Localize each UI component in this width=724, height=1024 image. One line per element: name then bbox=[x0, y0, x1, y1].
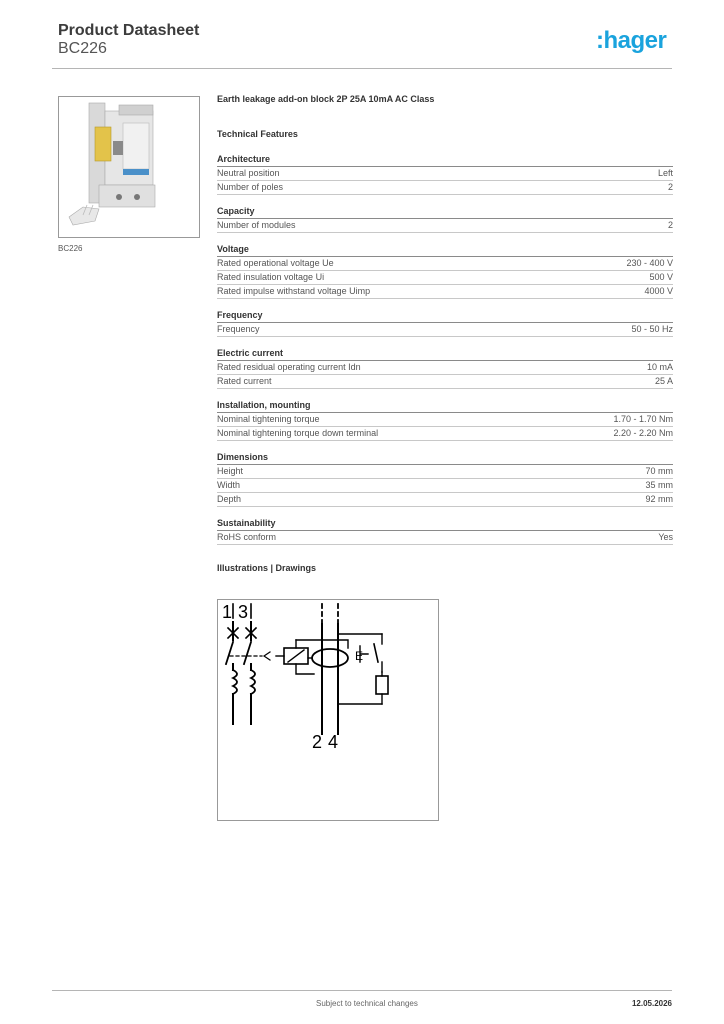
spec-label: Nominal tightening torque down terminal bbox=[217, 428, 379, 438]
section-heading: Installation, mounting bbox=[217, 400, 673, 413]
spec-label: Frequency bbox=[217, 324, 260, 334]
spec-row bbox=[217, 493, 673, 507]
terminal-label-1: 1 bbox=[222, 602, 233, 622]
spec-row bbox=[217, 361, 673, 375]
spec-value: 500 V bbox=[649, 272, 673, 282]
spec-value: 25 A bbox=[654, 376, 673, 386]
product-illustration bbox=[59, 97, 199, 237]
spec-label: Nominal tightening torque bbox=[217, 414, 320, 424]
section-voltage bbox=[217, 244, 673, 299]
spec-row bbox=[217, 479, 673, 493]
footer-divider bbox=[52, 990, 672, 991]
product-photo bbox=[58, 96, 200, 238]
hager-logo bbox=[596, 24, 676, 58]
spec-row bbox=[217, 375, 673, 389]
spec-value: 50 - 50 Hz bbox=[631, 324, 673, 334]
section-heading: Architecture bbox=[217, 154, 673, 167]
spec-label: Number of poles bbox=[217, 182, 284, 192]
spec-value: Yes bbox=[658, 532, 673, 542]
spec-label: Rated operational voltage Ue bbox=[217, 258, 334, 268]
spec-label: Width bbox=[217, 480, 241, 490]
section-heading: Frequency bbox=[217, 310, 673, 323]
wiring-diagram-svg bbox=[218, 600, 438, 820]
section-heading: Voltage bbox=[217, 244, 673, 257]
spec-row bbox=[217, 181, 673, 195]
spec-value: 2 bbox=[667, 182, 673, 192]
section-sustainability bbox=[217, 518, 673, 545]
spec-row bbox=[217, 167, 673, 181]
section-heading: Electric current bbox=[217, 348, 673, 361]
spec-value: 1.70 - 1.70 Nm bbox=[613, 414, 673, 424]
logo-text: :hager bbox=[596, 27, 667, 54]
footer-note: Subject to technical changes bbox=[316, 999, 418, 1008]
technical-features-heading: Technical Features bbox=[217, 129, 298, 139]
section-dimensions bbox=[217, 452, 673, 507]
spec-row bbox=[217, 285, 673, 299]
spec-label: Depth bbox=[217, 494, 242, 504]
spec-label: Number of modules bbox=[217, 220, 296, 230]
spec-label: Rated impulse withstand voltage Uimp bbox=[217, 286, 371, 296]
spec-label: Rated residual operating current Idn bbox=[217, 362, 361, 372]
section-electric-current bbox=[217, 348, 673, 389]
spec-value: 92 mm bbox=[645, 494, 673, 504]
spec-value: 70 mm bbox=[645, 466, 673, 476]
terminal-label-4: 4 bbox=[328, 732, 339, 752]
spec-label: Height bbox=[217, 466, 244, 476]
spec-row bbox=[217, 531, 673, 545]
section-heading: Capacity bbox=[217, 206, 673, 219]
illustrations-heading: Illustrations | Drawings bbox=[217, 563, 317, 573]
spec-value: 10 mA bbox=[646, 362, 673, 372]
spec-row bbox=[217, 465, 673, 479]
photo-caption: BC226 bbox=[58, 244, 83, 253]
section-installation-mounting bbox=[217, 400, 673, 441]
spec-row bbox=[217, 219, 673, 233]
spec-label: RoHS conform bbox=[217, 532, 277, 542]
section-architecture bbox=[217, 154, 673, 195]
spec-row bbox=[217, 413, 673, 427]
product-title: Earth leakage add-on block 2P 25A 10mA AC Class bbox=[217, 94, 435, 104]
footer-date: 12.05.2026 bbox=[631, 999, 672, 1008]
spec-value: 4000 V bbox=[644, 286, 673, 296]
spec-value: Left bbox=[657, 168, 673, 178]
spec-label: Rated insulation voltage Ui bbox=[217, 272, 325, 282]
wiring-diagram bbox=[217, 599, 439, 821]
terminal-label-3: 3 bbox=[238, 602, 249, 622]
spec-row bbox=[217, 257, 673, 271]
spec-label: Neutral position bbox=[217, 168, 280, 178]
section-frequency bbox=[217, 310, 673, 337]
section-capacity bbox=[217, 206, 673, 233]
spec-value: 35 mm bbox=[645, 480, 673, 490]
spec-value: 2 bbox=[667, 220, 673, 230]
spec-value: 230 - 400 V bbox=[626, 258, 673, 268]
test-label: E bbox=[355, 649, 364, 663]
section-heading: Sustainability bbox=[217, 518, 673, 531]
page-title: Product Datasheet bbox=[58, 22, 200, 39]
section-heading: Dimensions bbox=[217, 452, 673, 465]
terminal-label-2: 2 bbox=[312, 732, 323, 752]
spec-value: 2.20 - 2.20 Nm bbox=[613, 428, 673, 438]
spec-row bbox=[217, 323, 673, 337]
spec-row bbox=[217, 427, 673, 441]
technical-content bbox=[217, 94, 673, 573]
spec-row bbox=[217, 271, 673, 285]
spec-label: Rated current bbox=[217, 376, 272, 386]
header-divider bbox=[52, 68, 672, 69]
product-code: BC226 bbox=[58, 40, 107, 57]
